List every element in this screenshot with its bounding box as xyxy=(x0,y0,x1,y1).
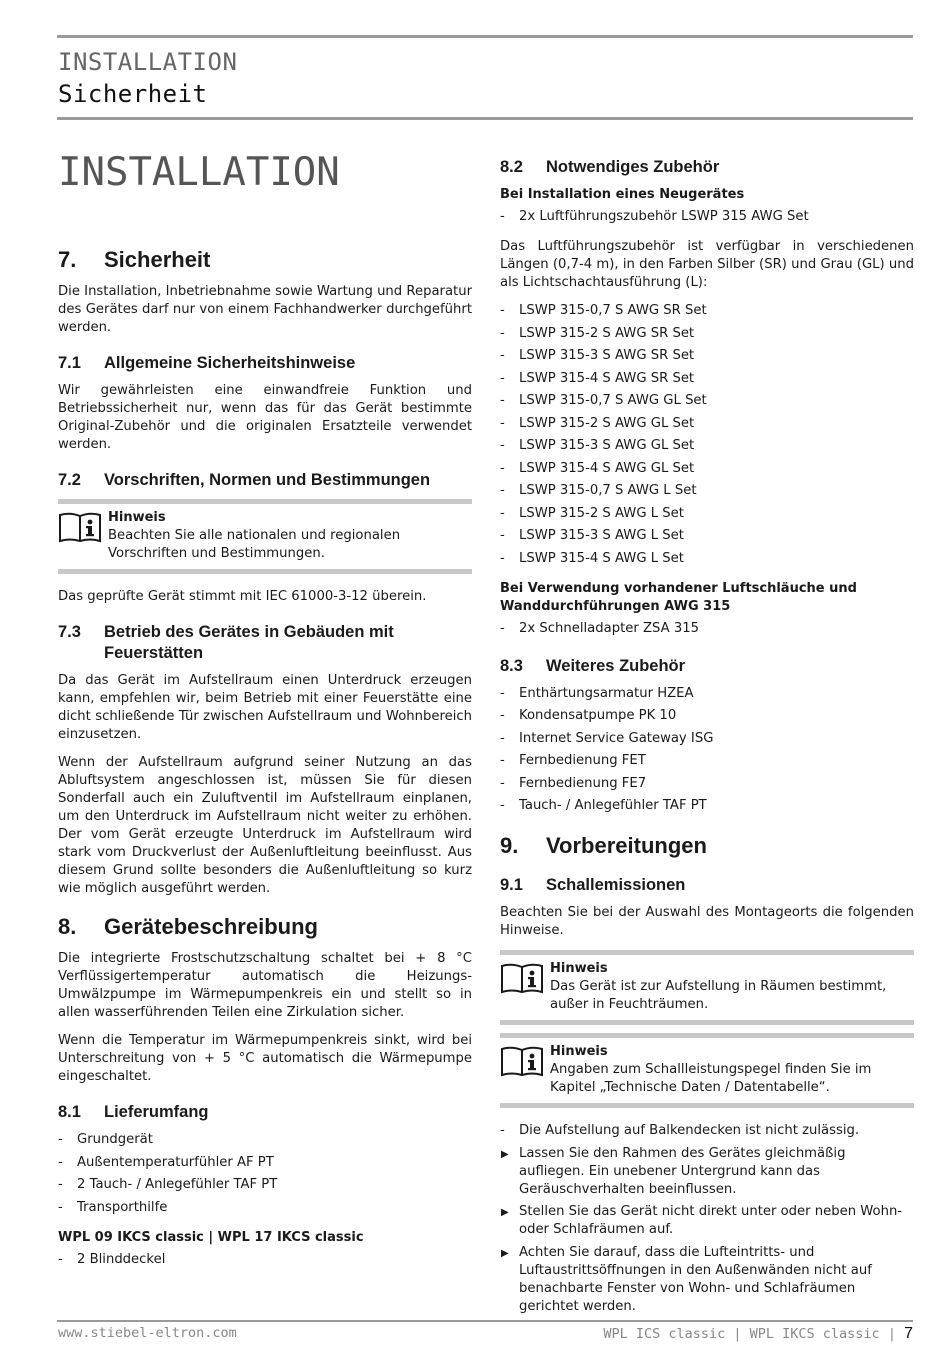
right-column xyxy=(500,157,914,1328)
manual-info-icon xyxy=(500,1043,550,1097)
list-item: - LSWP 315-0,7 S AWG SR Set xyxy=(500,302,914,320)
list-item: - LSWP 315-0,7 S AWG GL Set xyxy=(500,392,914,410)
paragraph-8-a: Die integrierte Frostschutzschaltung schaltet bei + 8 °C Verflüssigertemperatur automatisch die Heizungs-Umwälzpumpe im Wärmepumpenkreis ein und stellt so in allen wasserführenden Teilen eine Zirkulation sicher. xyxy=(58,951,472,1020)
list-item: ▶ Lassen Sie den Rahmen des Gerätes gleichmäßig aufliegen. Ein unebener Untergrund kann das Geräuschverhalten beeinflussen. xyxy=(500,1145,914,1199)
page-number: 7 xyxy=(904,1325,913,1342)
set-list xyxy=(500,302,914,568)
manual-info-icon xyxy=(58,509,108,563)
list-item: - 2 Tauch- / Anlegefühler TAF PT xyxy=(58,1176,472,1194)
manual-info-icon xyxy=(500,960,550,1014)
paragraph-8-b: Wenn die Temperatur im Wärmepumpenkreis sinkt, wird bei Unterschreitung von + 5 °C automatisch die Wärmepumpe eingeschaltet. xyxy=(58,1033,472,1084)
list-item: - Enthärtungsarmatur HZEA xyxy=(500,685,914,703)
required-list xyxy=(500,208,914,226)
heading-7-3: 7.3 Betrieb des Gerätes in Gebäuden mit Feuerstätten xyxy=(58,623,394,662)
list-item: - Transporthilfe xyxy=(58,1199,472,1217)
note-text: Das Gerät ist zur Aufstellung in Räumen bestimmt, außer in Feuchträumen. xyxy=(550,979,887,1012)
paragraph-8-2: Das Luftführungszubehör ist verfügbar in verschiedenen Längen (0,7-4 m), in den Farben Silber (SR) und Grau (GL) und als Lichtschachtausführung (L): xyxy=(500,239,914,290)
note-box xyxy=(500,1033,914,1108)
list-item: - Grundgerät xyxy=(58,1131,472,1149)
note-box xyxy=(58,499,472,574)
note-title: Hinweis xyxy=(550,1044,608,1059)
list-item: - Kondensatpumpe PK 10 xyxy=(500,707,914,725)
heading-8-3: 8.3 Weiteres Zubehör xyxy=(500,656,686,675)
list-item: - 2x Schnelladapter ZSA 315 xyxy=(500,620,914,638)
list-item: - 2x Luftführungszubehör LSWP 315 AWG Set xyxy=(500,208,914,226)
paragraph-7: Die Installation, Inbetriebnahme sowie Wartung und Reparatur des Gerätes darf nur von einem Fachhandwerker durchgeführt werden. xyxy=(58,284,472,335)
list-item: - LSWP 315-2 S AWG SR Set xyxy=(500,325,914,343)
header-bottom-rule xyxy=(57,117,913,120)
accessory-list xyxy=(500,685,914,816)
page-title: INSTALLATION xyxy=(58,150,340,195)
heading-7: 7. Sicherheit xyxy=(58,247,211,272)
footer-url[interactable]: www.stiebel-eltron.com xyxy=(58,1325,237,1341)
list-item: ▶ Achten Sie darauf, dass die Lufteintritts- und Luftaustrittsöffnungen in den Außenwänden nicht auf benachbarte Fenster von Wohn- und Schlafräumen gerichtet werden. xyxy=(500,1244,914,1316)
footer-product xyxy=(603,1325,913,1343)
note-text: Angaben zum Schallleistungspegel finden Sie im Kapitel „Technische Daten / Datentabelle“. xyxy=(550,1062,872,1095)
adapter-list xyxy=(500,620,914,638)
model-list xyxy=(58,1251,472,1269)
header-subsection: Sicherheit xyxy=(58,80,208,108)
list-item: - Fernbedienung FE7 xyxy=(500,775,914,793)
note-text: Beachten Sie alle nationalen und regionalen Vorschriften und Bestimmungen. xyxy=(108,528,401,561)
heading-7-1: 7.1 Allgemeine Sicherheitshinweise xyxy=(58,354,356,372)
list-item: - LSWP 315-4 S AWG GL Set xyxy=(500,460,914,478)
subheading-existing: Bei Verwendung vorhandener Luftschläuche und Wanddurchführungen AWG 315 xyxy=(500,580,857,614)
note-title: Hinweis xyxy=(550,961,608,976)
header-section: INSTALLATION xyxy=(58,48,238,76)
list-item: - LSWP 315-4 S AWG SR Set xyxy=(500,370,914,388)
list-item: - Außentemperaturfühler AF PT xyxy=(58,1154,472,1172)
list-item: - Tauch- / Anlegefühler TAF PT xyxy=(500,797,914,815)
note-box xyxy=(500,950,914,1025)
subheading-models: WPL 09 IKCS classic | WPL 17 IKCS classic xyxy=(58,1229,364,1245)
subheading-new-install: Bei Installation eines Neugerätes xyxy=(500,187,745,202)
heading-8: 8. Gerätebeschreibung xyxy=(58,914,318,939)
list-item: - LSWP 315-3 S AWG L Set xyxy=(500,527,914,545)
list-item: - Internet Service Gateway ISG xyxy=(500,730,914,748)
paragraph-7-2: Das geprüfte Gerät stimmt mit IEC 61000-3-12 überein. xyxy=(58,589,427,604)
heading-8-1: 8.1 Lieferumfang xyxy=(58,1103,209,1121)
paragraph-7-1: Wir gewährleisten eine einwandfreie Funktion und Betriebssicherheit nur, wenn das für das Gerät bestimmte Original-Zubehör und die originalen Ersatzteile verwendet werden. xyxy=(58,383,472,452)
heading-8-2: 8.2 Notwendiges Zubehör xyxy=(500,158,720,176)
list-item: - LSWP 315-0,7 S AWG L Set xyxy=(500,482,914,500)
footer-product-name: WPL ICS classic | WPL IKCS classic | xyxy=(603,1326,896,1342)
paragraph-7-3-b: Wenn der Aufstellraum aufgrund seiner Nutzung an das Abluftsystem angeschlossen ist, müssen Sie für diesen Sonderfall auch ein Zuluftventil im Aufstellraum einplanen, um den Unterdruck im Aufstellraum nicht weiter zu erhöhen. Der vom Gerät erzeugte Unterdruck im Aufstellraum wird stark vom Druckverlust der Außenluftleitung beeinflusst. Aus diesem Grund sollte besonders die Außenluftleitung so kurz wie möglich ausgeführt werden. xyxy=(58,755,472,896)
note-title: Hinweis xyxy=(108,510,166,525)
placement-rule-list xyxy=(500,1122,914,1140)
list-item: - LSWP 315-2 S AWG L Set xyxy=(500,505,914,523)
scope-list xyxy=(58,1131,472,1217)
paragraph-7-3-a: Da das Gerät im Aufstellraum einen Unterdruck erzeugen kann, empfehlen wir, beim Betrieb mit einer Feuerstätte eine dicht schließende Tür zwischen Aufstellraum und Wohnbereich einzusetzen. xyxy=(58,673,472,742)
list-item: - LSWP 315-3 S AWG SR Set xyxy=(500,347,914,365)
heading-9-1: 9.1 Schallemissionen xyxy=(500,876,686,894)
heading-7-2: 7.2 Vorschriften, Normen und Bestimmungen xyxy=(58,471,431,489)
list-item: - Fernbedienung FET xyxy=(500,752,914,770)
list-item: - LSWP 315-2 S AWG GL Set xyxy=(500,415,914,433)
left-column xyxy=(58,150,472,1281)
list-item: - LSWP 315-4 S AWG L Set xyxy=(500,550,914,568)
heading-9: 9. Vorbereitungen xyxy=(500,833,707,858)
list-item: ▶ Stellen Sie das Gerät nicht direkt unter oder neben Wohn- oder Schlafräumen auf. xyxy=(500,1203,914,1239)
instruction-list xyxy=(500,1145,914,1316)
list-item: - Die Aufstellung auf Balkendecken ist nicht zulässig. xyxy=(500,1122,914,1140)
list-item: - LSWP 315-3 S AWG GL Set xyxy=(500,437,914,455)
footer-rule xyxy=(57,1320,913,1322)
paragraph-9-1: Beachten Sie bei der Auswahl des Montageorts die folgenden Hinweise. xyxy=(500,905,914,938)
header-top-rule xyxy=(57,35,913,38)
list-item: - 2 Blinddeckel xyxy=(58,1251,472,1269)
